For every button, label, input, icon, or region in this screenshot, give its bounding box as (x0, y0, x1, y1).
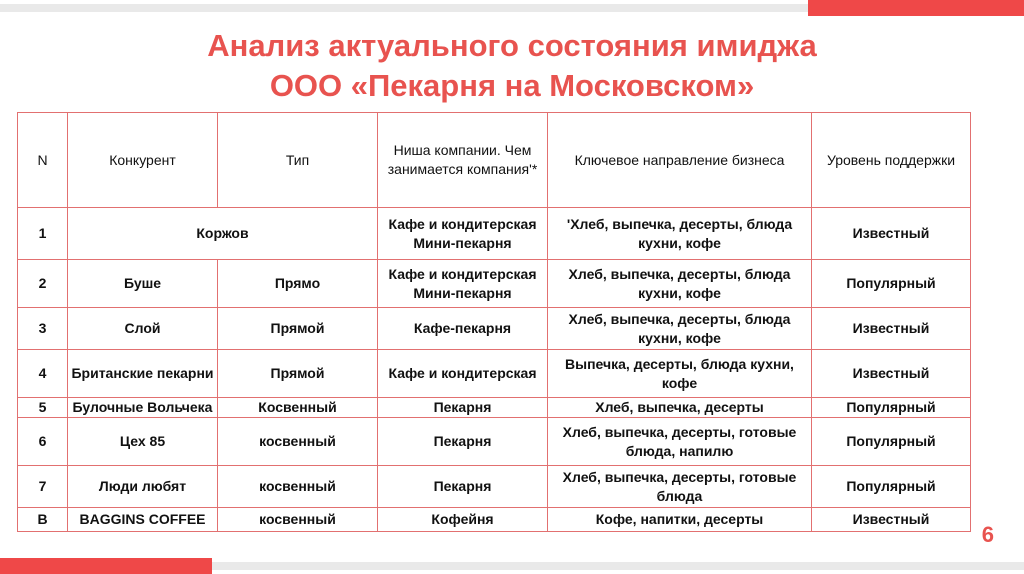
cell-competitor: Слой (68, 308, 218, 350)
cell-competitor: Коржов (68, 208, 378, 260)
header-cell: Тип (218, 113, 378, 208)
cell-level: Популярный (812, 466, 971, 508)
header-cell: Ключевое направление бизнеса (548, 113, 812, 208)
header-cell: Конкурент (68, 113, 218, 208)
cell-business: Хлеб, выпечка, десерты, готовые блюда, напилю (548, 418, 812, 466)
cell-type: косвенный (218, 418, 378, 466)
cell-type: Косвенный (218, 398, 378, 418)
cell-level: Известный (812, 508, 971, 532)
cell-n: 3 (18, 308, 68, 350)
cell-type: косвенный (218, 508, 378, 532)
cell-level: Известный (812, 350, 971, 398)
table-row (18, 398, 971, 418)
competitor-table (17, 112, 971, 532)
bottom-red-block (0, 558, 212, 574)
cell-n: 2 (18, 260, 68, 308)
cell-level: Популярный (812, 418, 971, 466)
page-number: 6 (981, 522, 994, 547)
cell-competitor: Цех 85 (68, 418, 218, 466)
cell-competitor: Британские пекарни (68, 350, 218, 398)
cell-type: Прямо (218, 260, 378, 308)
cell-niche: Пекарня (378, 398, 548, 418)
cell-niche: Кофейня (378, 508, 548, 532)
top-red-block (808, 0, 1024, 16)
table-row (18, 308, 971, 350)
cell-niche: Кафе и кондитерская (378, 350, 548, 398)
cell-n: 7 (18, 466, 68, 508)
cell-business: Выпечка, десерты, блюда кухни, кофе (548, 350, 812, 398)
cell-level: Популярный (812, 260, 971, 308)
cell-level: Известный (812, 308, 971, 350)
cell-n: 5 (18, 398, 68, 418)
table-row (18, 260, 971, 308)
table-row (18, 418, 971, 466)
title-line-1: Анализ актуального состояния имиджа (207, 28, 817, 63)
cell-level: Известный (812, 208, 971, 260)
bottom-decor-bar (0, 558, 1024, 574)
cell-niche: Пекарня (378, 466, 548, 508)
cell-business: 'Хлеб, выпечка, десерты, блюда кухни, кофе (548, 208, 812, 260)
table-row (18, 208, 971, 260)
table-row (18, 466, 971, 508)
top-gray-stripe (0, 4, 808, 12)
cell-business: Хлеб, выпечка, десерты, блюда кухни, кофе (548, 260, 812, 308)
cell-business: Хлеб, выпечка, десерты (548, 398, 812, 418)
table-row (18, 508, 971, 532)
cell-competitor: Буше (68, 260, 218, 308)
cell-n: 4 (18, 350, 68, 398)
header-cell: N (18, 113, 68, 208)
cell-niche: Кафе и кондитерская Мини-пекарня (378, 208, 548, 260)
top-decor-bar (0, 0, 1024, 16)
table-header-row (18, 113, 971, 208)
cell-business: Хлеб, выпечка, десерты, готовые блюда (548, 466, 812, 508)
table-row (18, 350, 971, 398)
cell-competitor: Люди любят (68, 466, 218, 508)
title-line-2: ООО «Пекарня на Московском» (269, 68, 755, 103)
cell-level: Популярный (812, 398, 971, 418)
cell-type: косвенный (218, 466, 378, 508)
cell-niche: Пекарня (378, 418, 548, 466)
cell-n: B (18, 508, 68, 532)
cell-niche: Кафе-пекарня (378, 308, 548, 350)
cell-type: Прямой (218, 308, 378, 350)
cell-n: 6 (18, 418, 68, 466)
cell-type: Прямой (218, 350, 378, 398)
cell-competitor: Булочные Вольчека (68, 398, 218, 418)
header-cell: Ниша компании. Чем занимается компания'* (378, 113, 548, 208)
cell-niche: Кафе и кондитерская Мини-пекарня (378, 260, 548, 308)
cell-n: 1 (18, 208, 68, 260)
slide-title (0, 26, 1024, 106)
cell-business: Хлеб, выпечка, десерты, блюда кухни, кофе (548, 308, 812, 350)
header-cell: Уровень поддержки (812, 113, 971, 208)
cell-business: Кофе, напитки, десерты (548, 508, 812, 532)
bottom-gray-stripe (212, 562, 1024, 570)
cell-competitor: BAGGINS COFFEE (68, 508, 218, 532)
